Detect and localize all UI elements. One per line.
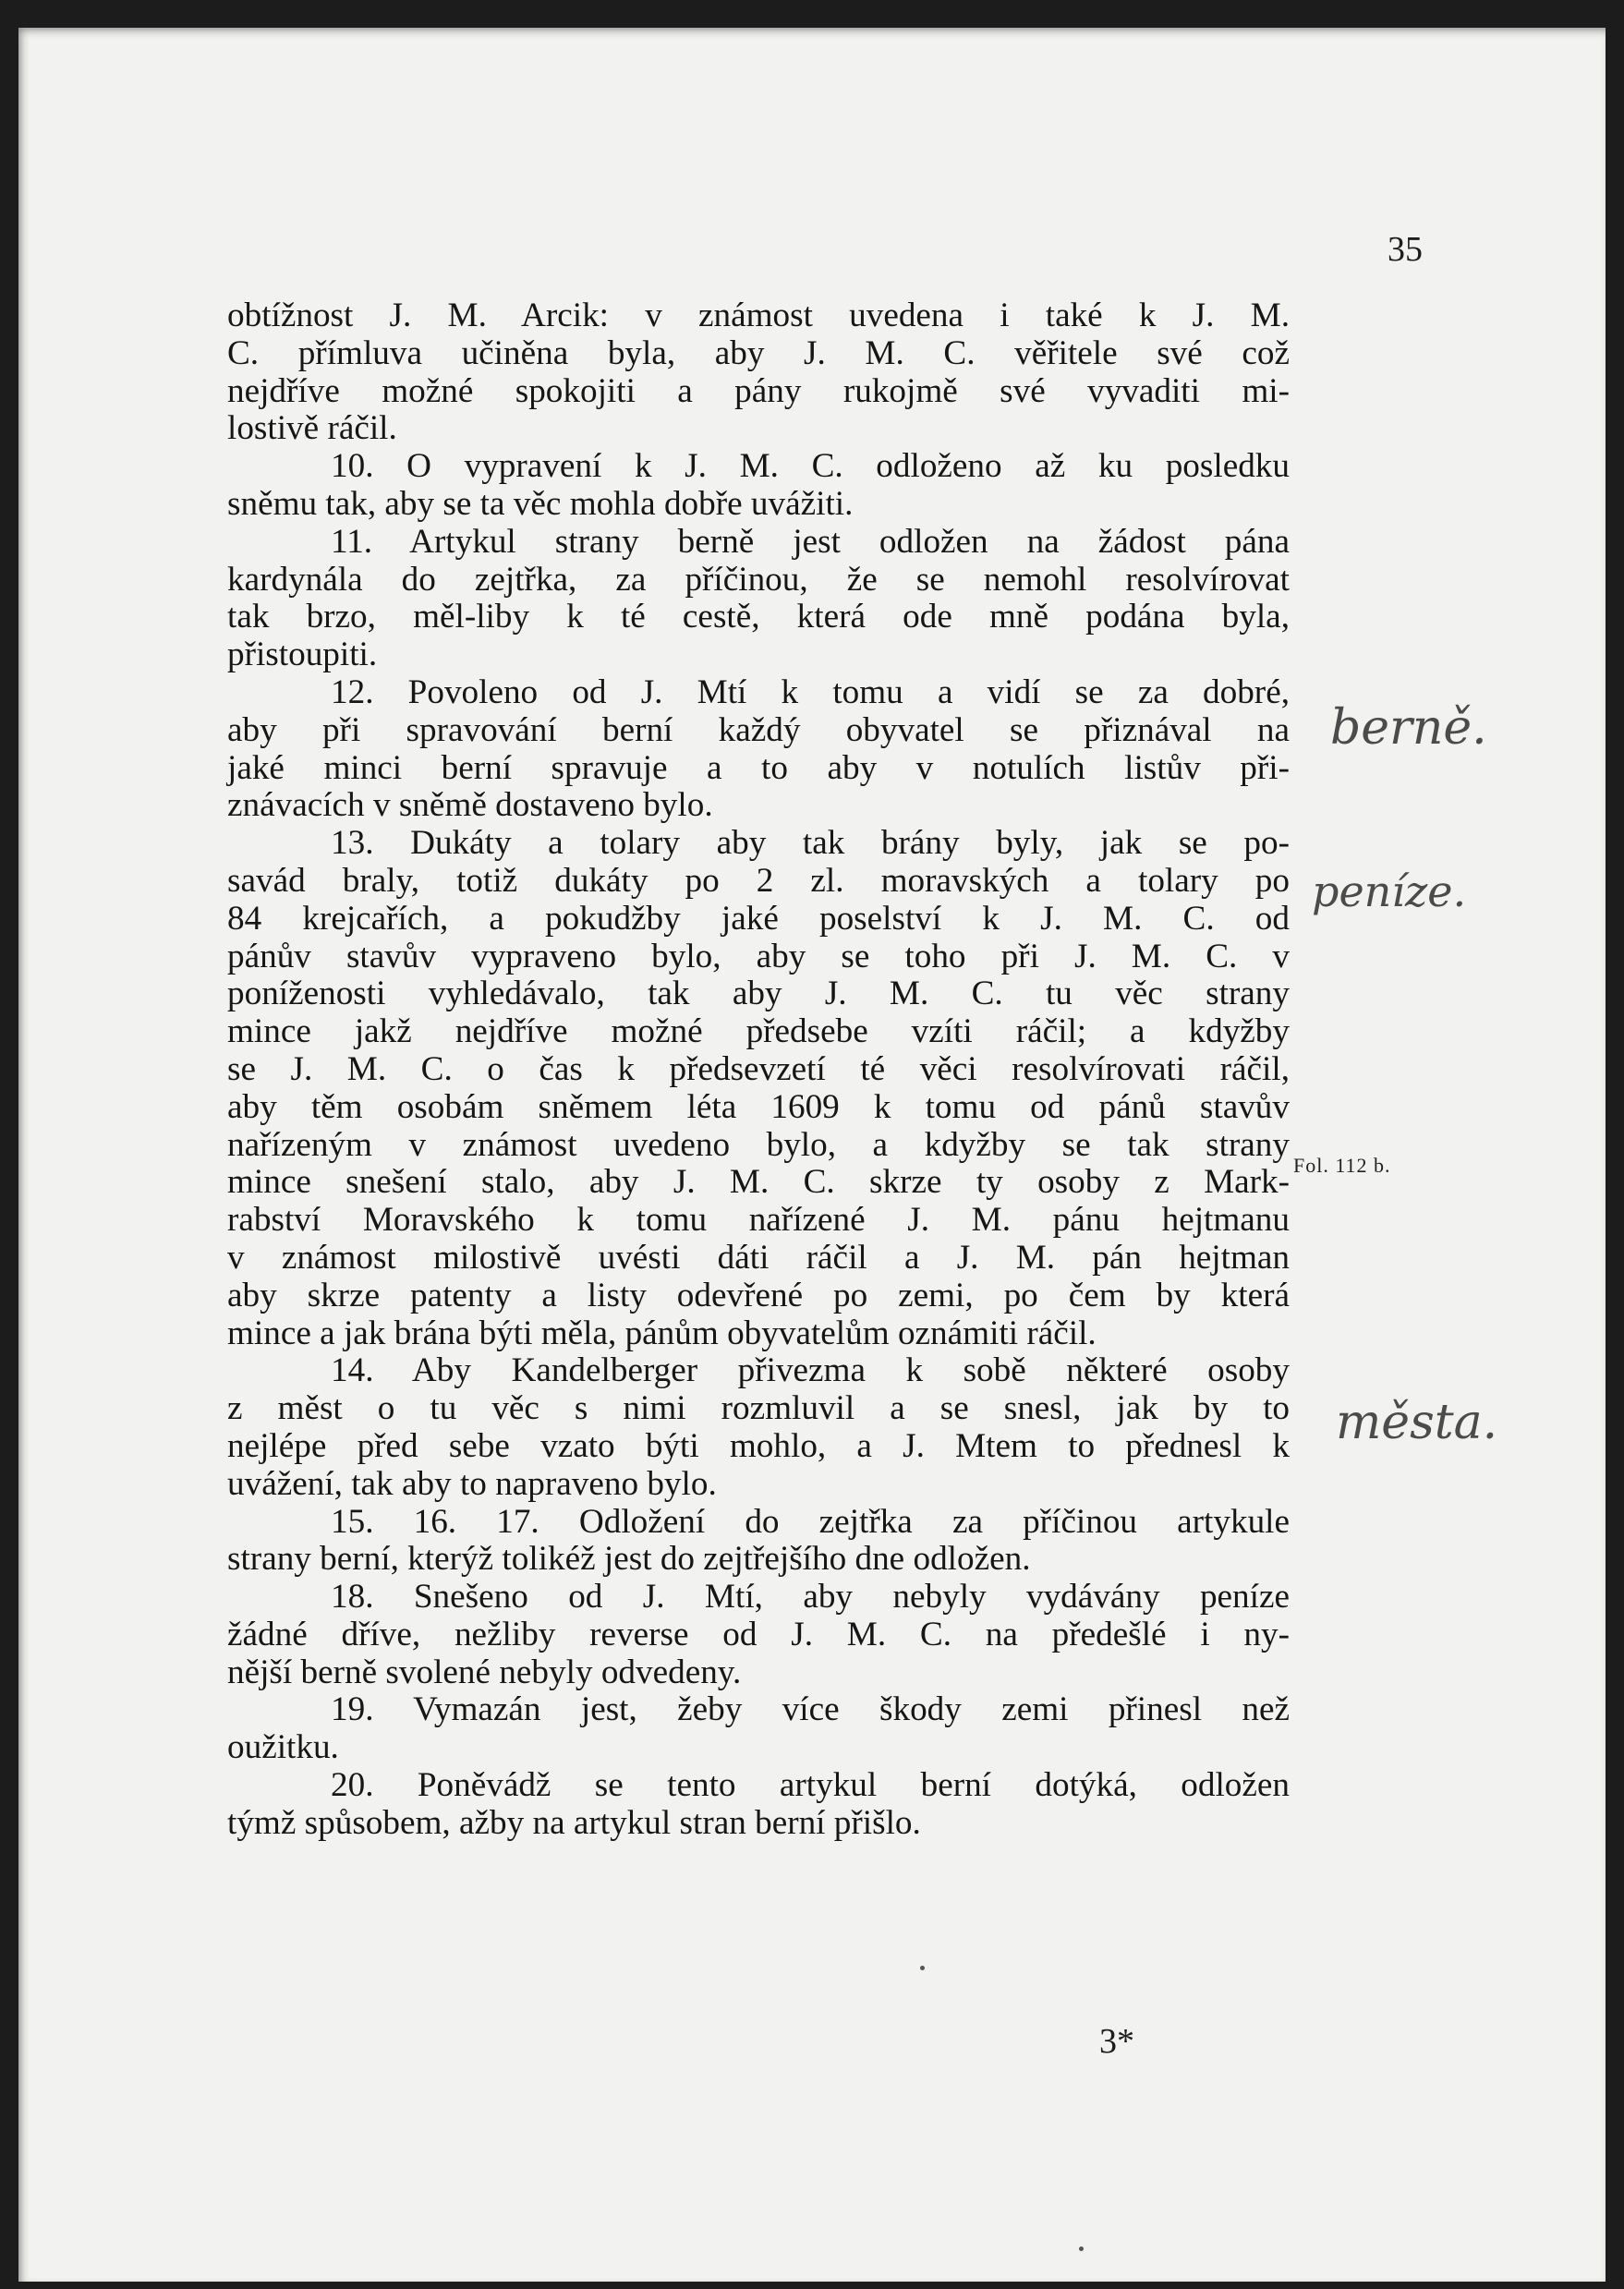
text-line: strany berní, kterýž tolikéž jest do zejtřejšího dne odložen. [227,1540,1031,1579]
text-line: mince a jak brána býti měla, pánům obyvatelům oznámiti ráčil. [227,1314,1097,1352]
body-text [227,297,1290,1843]
speck [1079,2247,1084,2251]
text-line: 19. Vymazán jest, žeby více škody zemi přinesl než [331,1690,1290,1729]
margin-note-handwritten: peníze. [1312,866,1467,916]
text-line: aby při spravování berní každý obyvatel se přiznával na [227,710,1290,749]
margin-note-handwritten: města. [1336,1395,1498,1450]
margin-note-handwritten: berně. [1330,700,1487,756]
text-line: oužitku. [227,1728,339,1767]
text-line: 14. Aby Kandelberger přivezma k sobě některé osoby [331,1351,1290,1390]
text-line: poníženosti vyhledávalo, tak aby J. M. C. tu věc strany [227,975,1290,1013]
speck [920,1966,925,1970]
text-line: přistoupiti. [227,636,378,674]
text-line: pánův stavův vypraveno bylo, aby se toho při J. M. C. v [227,937,1290,975]
document-page [18,28,1606,2282]
text-line: 84 krejcařích, a pokudžby jaké poselství k J. M. C. od [227,899,1290,938]
text-line: 11. Artykul strany berně jest odložen na žádost pána [331,522,1290,561]
page-number: 35 [1388,230,1423,269]
text-line: mince jakž nejdříve možné předsebe vzíti ráčil; a kdyžby [227,1012,1290,1051]
text-line: lostivě ráčil. [227,409,397,448]
text-line: aby skrze patenty a listy odevřené po zemi, po čem by která [227,1276,1290,1314]
text-line: 20. Poněvádž se tento artykul berní dotýká, odložen [331,1766,1290,1805]
text-line: nější berně svolené nebyly odvedeny. [227,1653,742,1691]
text-line: 15. 16. 17. Odložení do zejtřka za příčinou artykule [331,1502,1290,1541]
text-line: znávacích v sněmě dostaveno bylo. [227,786,713,825]
text-line: uvážení, tak aby to napraveno bylo. [227,1464,717,1503]
text-line: C. přímluva učiněna byla, aby J. M. C. věřitele své což [227,333,1290,372]
text-line: rabství Moravského k tomu nařízené J. M. pánu hejtmanu [227,1201,1290,1240]
text-line: mince snešení stalo, aby J. M. C. skrze ty osoby z Mark- [227,1163,1290,1202]
text-line: tak brzo, měl-liby k té cestě, která ode mně podána byla, [227,598,1290,636]
text-line: sněmu tak, aby se ta věc mohla dobře uvážiti. [227,484,854,523]
text-line: kardynála do zejtřka, za příčinou, že se nemohl resolvírovat [227,560,1290,599]
text-line: nejlépe před sebe vzato býti mohlo, a J. Mtem to přednesl k [227,1426,1290,1465]
text-line: aby těm osobám sněmem léta 1609 k tomu od pánů stavův [227,1087,1290,1126]
text-line: nařízeným v známost uvedeno bylo, a kdyžby se tak strany [227,1125,1290,1164]
text-line: žádné dříve, nežliby reverse od J. M. C. na předešlé i ny- [227,1615,1290,1653]
text-line: 18. Snešeno od J. Mtí, aby nebyly vydávány peníze [331,1578,1290,1617]
text-line: v známost milostivě uvésti dáti ráčil a J. M. pán hejtman [227,1238,1290,1277]
text-line: 13. Dukáty a tolary aby tak brány byly, jak se po- [331,824,1290,863]
text-line: z měst o tu věc s nimi rozmluvil a se snesl, jak by to [227,1389,1290,1428]
printer-signature-mark: 3* [1099,2022,1134,2061]
text-line: 12. Povoleno od J. Mtí k tomu a vidí se za dobré, [331,672,1290,711]
text-line: obtížnost J. M. Arcik: v známost uvedena i také k J. M. [227,297,1290,334]
text-line: se J. M. C. o čas k předsevzetí té věci resolvírovati ráčil, [227,1049,1290,1088]
text-line: jaké minci berní spravuje a to aby v notulích listův při- [227,748,1290,787]
text-line: 10. O vypravení k J. M. C. odloženo až ku posledku [331,447,1290,486]
text-line: týmž spůsobem, ažby na artykul stran berní přišlo. [227,1803,921,1842]
folio-note: Fol. 112 b. [1293,1154,1391,1177]
text-line: savád braly, totiž dukáty po 2 zl. moravských a tolary po [227,861,1290,900]
text-line: nejdříve možné spokojiti a pány rukojmě své vyvaditi mi- [227,371,1290,410]
